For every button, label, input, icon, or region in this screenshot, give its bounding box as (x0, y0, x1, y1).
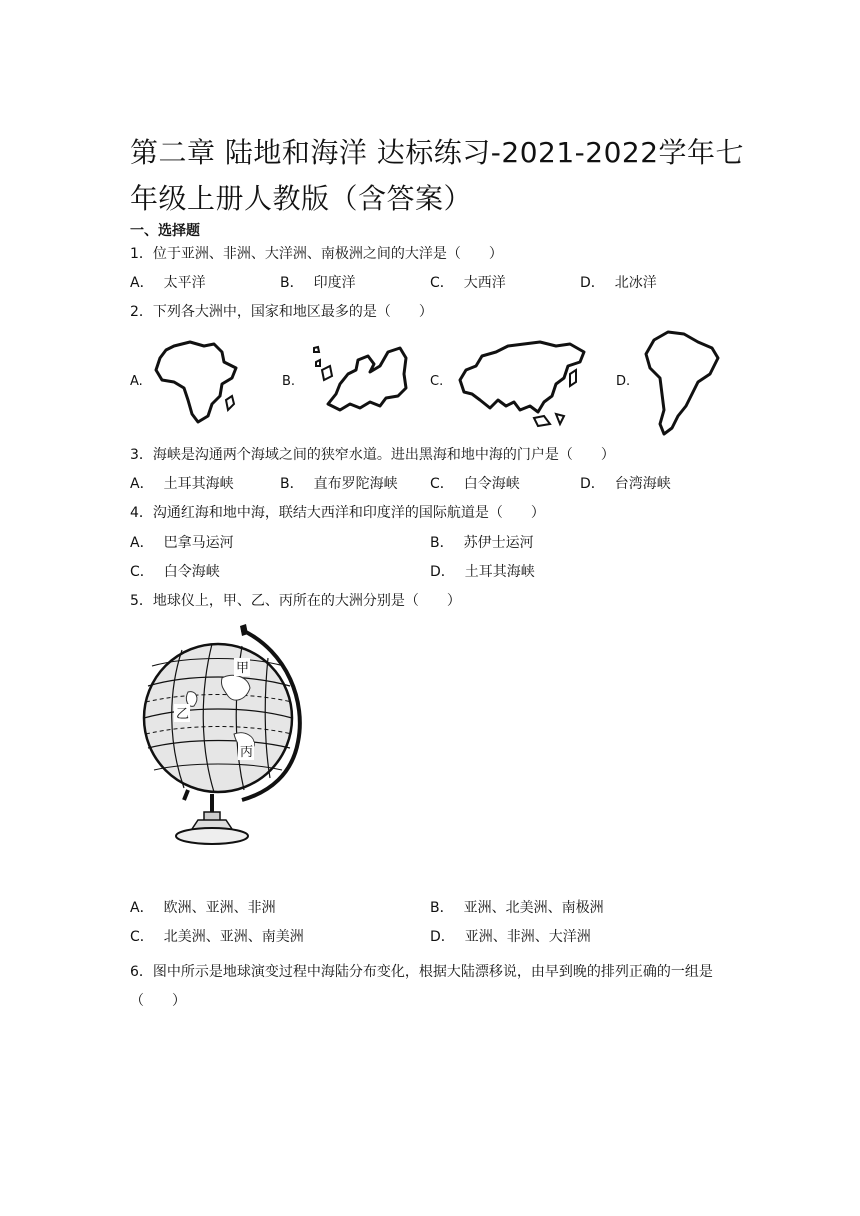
option-letter: B． (430, 900, 454, 916)
option-text: 欧洲、亚洲、非洲 (163, 900, 276, 916)
option-text: 土耳其海峡 (163, 476, 234, 492)
q4-option-b[interactable] (430, 533, 534, 553)
option-text: 太平洋 (163, 275, 206, 291)
q1-option-b[interactable] (280, 273, 356, 293)
africa-map-icon[interactable] (152, 338, 242, 428)
option-letter: D． (430, 564, 455, 580)
option-letter: D． (580, 476, 605, 492)
asia-map-icon[interactable] (452, 336, 592, 432)
globe-label-bing: 丙 (240, 745, 254, 760)
option-letter: C． (130, 564, 154, 580)
option-text: 亚洲、北美洲、南极洲 (463, 900, 604, 916)
option-text: 土耳其海峡 (464, 564, 535, 580)
option-text: 北美洲、亚洲、南美洲 (163, 929, 304, 945)
q5-option-a[interactable] (130, 898, 276, 918)
q5-option-b[interactable] (430, 898, 604, 918)
option-letter: B． (280, 275, 304, 291)
q3-option-b[interactable] (280, 474, 398, 494)
option-text: 白令海峡 (463, 476, 520, 492)
option-letter: C． (130, 929, 154, 945)
option-text: 巴拿马运河 (163, 535, 234, 551)
option-letter: B． (430, 535, 454, 551)
q4-option-a[interactable] (130, 533, 234, 553)
page-title: 第二章 陆地和海洋 达标练习-2021-2022学年七年级上册人教版（含答案） (130, 136, 745, 215)
section-heading: 一、选择题 (130, 223, 200, 239)
option-letter: D． (580, 275, 605, 291)
question-3-stem: 3．海峡是沟通两个海域之间的狭窄水道。进出黑海和地中海的门户是（ ） (130, 447, 615, 463)
option-letter: C． (430, 476, 454, 492)
q3-option-c[interactable] (430, 474, 520, 494)
option-letter: A． (130, 535, 154, 551)
option-text: 印度洋 (313, 275, 356, 291)
q2-option-c-letter[interactable]: C. (430, 374, 444, 389)
option-text: 白令海峡 (163, 564, 220, 580)
q5-option-c[interactable] (130, 927, 304, 947)
question-6-stem: 6．图中所示是地球演变过程中海陆分布变化，根据大陆漂移说，由早到晚的排列正确的一组是（ ） (130, 964, 713, 1009)
europe-map-icon[interactable] (310, 344, 410, 418)
q3-option-a[interactable] (130, 474, 234, 494)
option-letter: C． (430, 275, 454, 291)
q4-option-d[interactable] (430, 562, 535, 582)
globe-figure (138, 622, 310, 850)
globe-label-yi: 乙 (176, 707, 190, 722)
q1-option-c[interactable] (430, 273, 506, 293)
question-2-stem: 2．下列各大洲中，国家和地区最多的是（ ） (130, 304, 433, 320)
question-5-stem: 5．地球仪上，甲、乙、丙所在的大洲分别是（ ） (130, 593, 461, 609)
option-text: 台湾海峡 (614, 476, 671, 492)
q3-option-d[interactable] (580, 474, 671, 494)
option-letter: A． (130, 275, 154, 291)
option-text: 亚洲、非洲、大洋洲 (464, 929, 591, 945)
option-letter: B． (280, 476, 304, 492)
option-letter: A． (130, 476, 154, 492)
q4-option-c[interactable] (130, 562, 220, 582)
option-text: 大西洋 (463, 275, 506, 291)
q1-option-a[interactable] (130, 273, 206, 293)
option-text: 苏伊士运河 (463, 535, 534, 551)
q5-option-d[interactable] (430, 927, 591, 947)
q2-option-b-letter[interactable]: B. (282, 374, 296, 389)
south-america-map-icon[interactable] (640, 328, 724, 438)
q2-option-a-letter[interactable]: A. (130, 374, 143, 389)
globe-label-jia: 甲 (236, 661, 250, 676)
q1-option-d[interactable] (580, 273, 657, 293)
option-letter: A． (130, 900, 154, 916)
option-text: 直布罗陀海峡 (313, 476, 398, 492)
option-letter: D． (430, 929, 455, 945)
q2-option-d-letter[interactable]: D. (616, 374, 631, 389)
question-4-stem: 4．沟通红海和地中海，联结大西洋和印度洋的国际航道是（ ） (130, 505, 545, 521)
option-text: 北冰洋 (614, 275, 657, 291)
question-1-stem: 1．位于亚洲、非洲、大洋洲、南极洲之间的大洋是（ ） (130, 246, 503, 262)
